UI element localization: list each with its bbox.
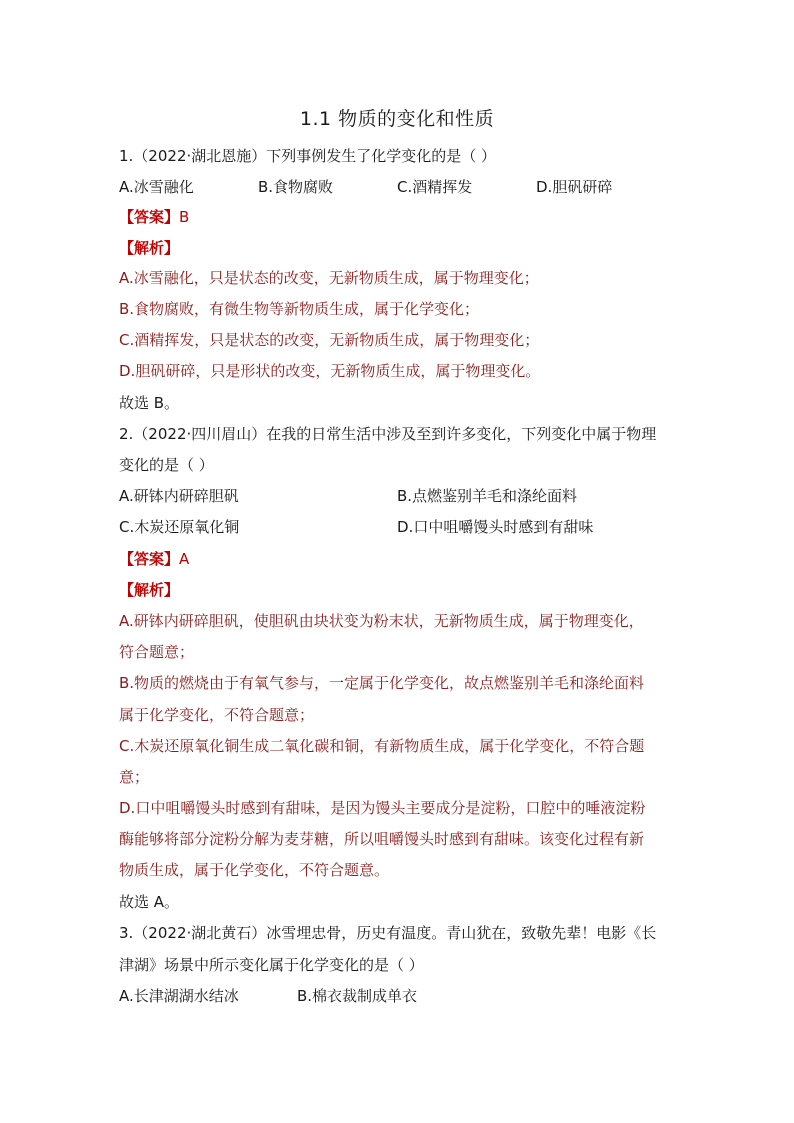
q1-analysis-line: C.酒精挥发，只是状态的改变，无新物质生成，属于物理变化； <box>119 331 540 349</box>
q3-option-b: B.棉衣裁制成单衣 <box>297 987 418 1005</box>
answer-value: A <box>179 550 190 568</box>
q2-answer <box>119 549 189 569</box>
q2-conclusion: 故选 A。 <box>119 893 180 911</box>
q1-answer <box>119 207 189 227</box>
q3-stem-line2: 津湖》场景中所示变化属于化学变化的是（ ） <box>119 956 424 974</box>
q1-conclusion: 故选 B。 <box>119 394 180 412</box>
q2-analysis-line: C.木炭还原氧化铜生成二氧化碳和铜，有新物质生成，属于化学变化，不符合题 <box>119 737 645 755</box>
q1-analysis-line: D.胆矾研碎，只是形状的改变，无新物质生成，属于物理变化。 <box>119 362 541 380</box>
q1-analysis-line: B.食物腐败，有微生物等新物质生成，属于化学变化； <box>119 300 480 318</box>
q2-option-c: C.木炭还原氧化铜 <box>119 518 240 536</box>
q2-analysis-line: B.物质的燃烧由于有氧气参与，一定属于化学变化，故点燃鉴别羊毛和涤纶面料 <box>119 674 645 692</box>
q1-option-c: C.酒精挥发 <box>397 178 473 196</box>
q1-analysis-line: A.冰雪融化，只是状态的改变，无新物质生成，属于物理变化； <box>119 269 539 287</box>
q2-option-a: A.研钵内研碎胆矾 <box>119 487 239 505</box>
q2-analysis-line: 物质生成，属于化学变化，不符合题意。 <box>119 861 390 879</box>
answer-value: B <box>179 208 190 226</box>
q2-stem-line1: 2.（2022·四川眉山）在我的日常生活中涉及至到许多变化，下列变化中属于物理 <box>119 425 657 443</box>
q2-analysis-label: 【解析】 <box>119 581 180 599</box>
q2-analysis-line: 意； <box>119 768 150 786</box>
page-title: 1.1 物质的变化和性质 <box>299 108 495 130</box>
answer-label: 【答案】 <box>119 208 180 226</box>
q1-option-a: A.冰雪融化 <box>119 178 194 196</box>
q2-analysis-line: 酶能够将部分淀粉分解为麦芽糖，所以咀嚼馒头时感到有甜味。该变化过程有新 <box>119 830 645 848</box>
q1-analysis-label: 【解析】 <box>119 239 180 257</box>
q2-option-d: D.口中咀嚼馒头时感到有甜味 <box>397 518 594 536</box>
q2-analysis-line: 符合题意； <box>119 643 195 661</box>
q2-option-b: B.点燃鉴别羊毛和涤纶面料 <box>397 487 578 505</box>
q1-option-b: B.食物腐败 <box>258 178 334 196</box>
q2-analysis-line: A.研钵内研碎胆矾，使胆矾由块状变为粉末状，无新物质生成，属于物理变化， <box>119 612 644 630</box>
q2-analysis-line: 属于化学变化，不符合题意； <box>119 706 315 724</box>
answer-label: 【答案】 <box>119 550 180 568</box>
q3-option-a: A.长津湖湖水结冰 <box>119 987 239 1005</box>
q2-stem-line2: 变化的是（ ） <box>119 456 214 474</box>
q3-stem-line1: 3.（2022·湖北黄石）冰雪埋忠骨，历史有温度。青山犹在，致敬先辈！电影《长 <box>119 924 657 942</box>
q2-analysis-line: D.口中咀嚼馒头时感到有甜味，是因为馒头主要成分是淀粉，口腔中的唾液淀粉 <box>119 799 646 817</box>
q1-option-d: D.胆矾研碎 <box>536 178 613 196</box>
q1-stem: 1.（2022·湖北恩施）下列事例发生了化学变化的是（ ） <box>119 147 497 165</box>
